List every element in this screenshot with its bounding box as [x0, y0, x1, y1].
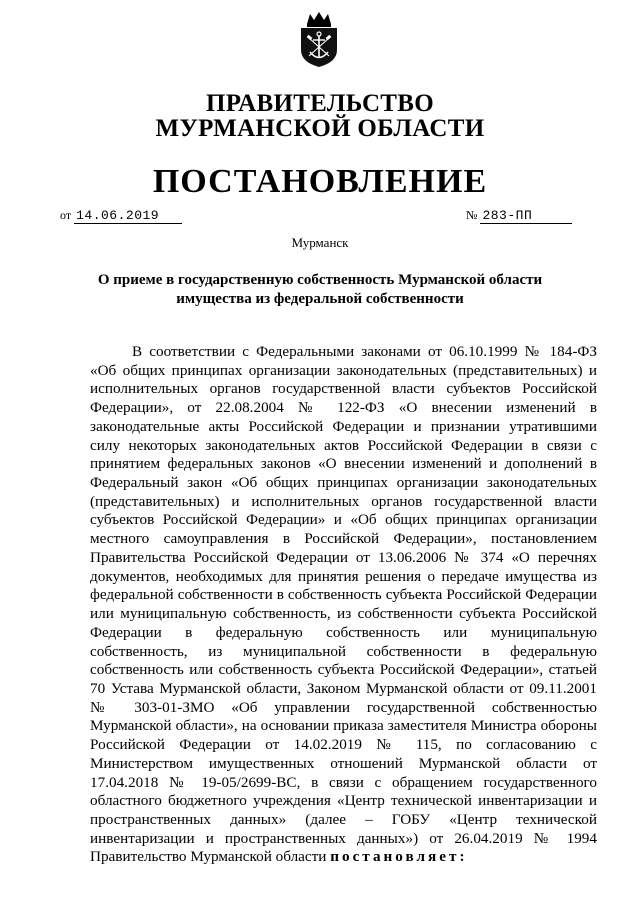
number-field — [466, 207, 572, 224]
decree-word: постановляет: — [330, 848, 468, 866]
body-text: В соответствии с Федеральными законами от 06.10.1999 № 184-ФЗ «Об общих принципах организации законодательных (представительных) и исполнительных органов государственной власти субъектов Российской Федерации», от 22.08.2004 № 122-ФЗ «О внесении изменений в законодательные акты Российской Федерации и признании утратившими силу некоторых законодательных актов Российской Федерации в связи с принятием федеральных законов «О внесении изменений и дополнений в Федеральный закон «Об общих принципах организации законодательных (представительных) и исполнительных органов государственной власти субъектов Российской Федерации» и «Об общих принципах организации местного самоуправления в Российской Федерации», постановлением Правительства Российской Федерации от 13.06.2006 № 374 «О перечнях документов, необходимых для принятия решения о передаче имущества из федеральной собственности в собственность субъекта Российской Федерации или муниципальную собственность, из собственности субъекта Российской Федерации в федеральную собственность или муниципальную собственность, из муниципальной собственности в федеральную собственность или собственность субъекта Российской Федерации», статьей 70 Устава Мурманской области, Законом Мурманской области от 09.11.2001 № 303-01-ЗМО «Об управлении государственной собственностью Мурманской области», на основании приказа заместителя Министра обороны Российской Федерации от 14.02.2019 № 115, по согласованию с Министерством имущественных отношений Мурманской области от 17.04.2018 № 19-05/2699-ВС, в связи с обращением государственного областного бюджетного учреждения «Центр технической инвентаризации и пространственных данных» (далее – ГОБУ «Центр технической инвентаризации и пространственных данных») от 26.04.2019 № 1994 Правительство Мурманской области — [90, 343, 597, 866]
date-field — [60, 207, 182, 224]
coat-of-arms-icon — [297, 10, 341, 68]
government-title-line1: ПРАВИТЕЛЬСТВО — [206, 90, 434, 117]
date-prefix: от — [60, 208, 72, 222]
government-title-line2: МУРМАНСКОЙ ОБЛАСТИ — [155, 115, 485, 142]
subject-line1: О приеме в государственную собственность Мурманской области — [97, 272, 543, 288]
body-paragraph — [90, 343, 597, 867]
document-type-title: ПОСТАНОВЛЕНИЕ — [152, 163, 488, 200]
number-value: 283-ПП — [480, 209, 572, 224]
document-subject — [0, 271, 640, 309]
city-name: Мурманск — [291, 235, 349, 250]
date-value: 14.06.2019 — [74, 209, 182, 224]
subject-line2: имущества из федеральной собственности — [176, 291, 464, 307]
number-prefix: № — [466, 208, 478, 222]
